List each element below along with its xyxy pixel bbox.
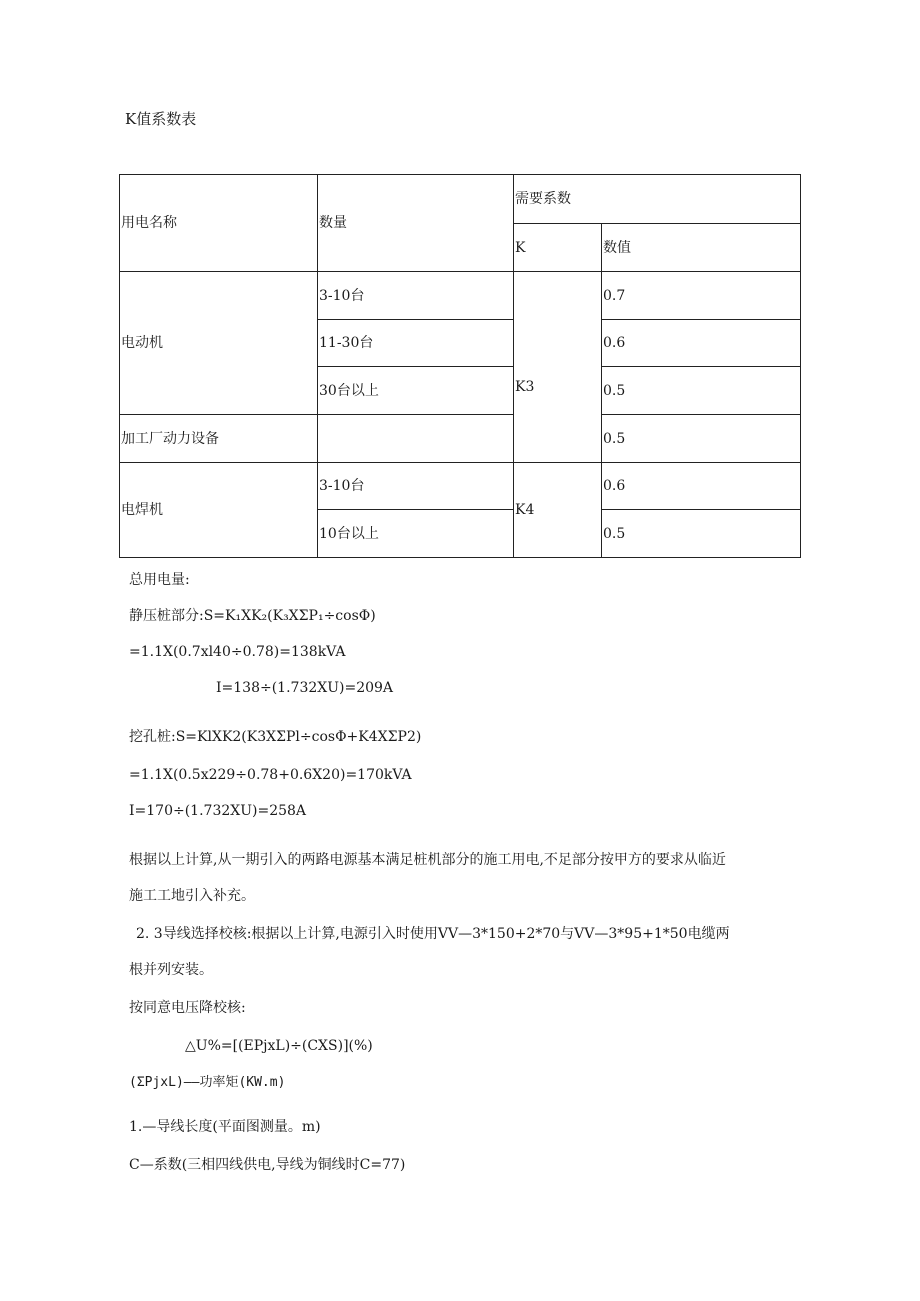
definition-length: 1.—导线长度(平面图测量。m) [129,1119,321,1135]
motor-value-2: 0.6 [602,320,801,367]
paragraph-1-line-2: 施工工地引入补充。 [129,888,255,904]
bored-pile-current: I=170÷(1.732XU)=258A [129,803,307,819]
paragraph-2-line-1: 2. 3导线选择校核:根据以上计算,电源引入时使用VV—3*150+2*70与VV—3*95+1*50电缆两 [136,926,730,942]
static-pile-calc: =1.1X(0.7xl40÷0.78)=138kVA [129,644,346,660]
plant-name: 加工厂动力设备 [120,415,318,463]
motor-qty-3: 30台以上 [318,367,514,415]
welder-k: K4 [514,463,602,558]
bored-pile-formula: 挖孔桩:S=KlXK2(K3XΣPl÷cosΦ+K4XΣP2) [129,729,422,745]
plant-value: 0.5 [602,415,801,463]
welder-qty-2: 10台以上 [318,510,514,558]
motor-value-1: 0.7 [602,272,801,320]
voltage-drop-formula: △U%=[(EPjxL)÷(CXS)](%) [185,1038,373,1054]
paragraph-2-line-2: 根并列安装。 [129,962,213,978]
voltage-drop-label: 按同意电压降校核: [129,1000,246,1016]
definition-moment: (ΣPjxL)——功率矩(KW.m) [129,1075,286,1090]
header-value: 数值 [602,224,801,272]
motor-k: K3 [514,272,602,463]
paragraph-1-line-1: 根据以上计算,从一期引入的两路电源基本满足桩机部分的施工用电,不足部分按甲方的要求从临近 [129,852,726,868]
header-coef: 需要系数 [514,175,801,224]
header-qty: 数量 [318,175,514,272]
table-title: K值系数表 [125,110,197,128]
bored-pile-calc: =1.1X(0.5x229÷0.78+0.6X20)=170kVA [129,767,412,783]
static-pile-current: I=138÷(1.732XU)=209A [216,680,394,696]
welder-qty-1: 3-10台 [318,463,514,510]
header-k: K [514,224,602,272]
header-name: 用电名称 [120,175,318,272]
definition-coefficient: C—系数(三相四线供电,导线为铜线时C=77) [129,1157,406,1173]
motor-name: 电动机 [120,272,318,415]
motor-value-3: 0.5 [602,367,801,415]
total-label: 总用电量: [129,572,190,588]
k-coefficient-table [119,174,801,558]
static-pile-formula: 静压桩部分:S=K₁XK₂(K₃XΣP₁÷cosΦ) [129,608,376,624]
motor-qty-2: 11-30台 [318,320,514,367]
plant-qty [318,415,514,463]
welder-value-1: 0.6 [602,463,801,510]
welder-name: 电焊机 [120,463,318,558]
welder-value-2: 0.5 [602,510,801,558]
motor-qty-1: 3-10台 [318,272,514,320]
